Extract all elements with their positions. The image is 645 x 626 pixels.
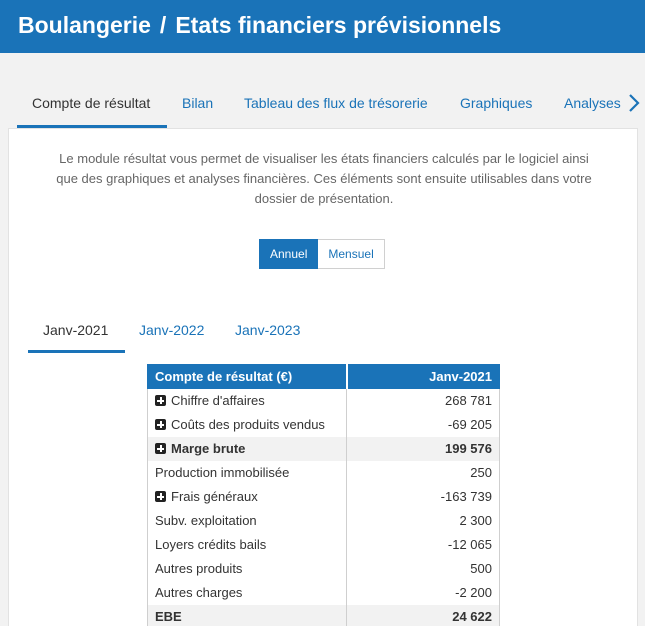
tab-compte-de-resultat[interactable]: Compte de résultat <box>32 95 151 111</box>
intro-text: Le module résultat vous permet de visualiser les états financiers calculés par le logiciel ainsi que des graphiques et analyses financières. Ces éléments sont ensuite utilisables dans votre dossier de présentation. <box>56 151 592 206</box>
expand-plus-icon[interactable] <box>155 395 166 406</box>
row-label-cell <box>148 485 347 509</box>
row-label: Frais généraux <box>171 489 258 504</box>
tab-year-2021[interactable]: Janv-2021 <box>43 322 109 338</box>
row-label-cell <box>148 413 347 437</box>
table-row <box>148 581 500 605</box>
annual-button[interactable]: Annuel <box>259 239 318 269</box>
title-separator: / <box>159 12 167 38</box>
row-label: Autres produits <box>155 561 243 576</box>
row-label-cell <box>148 437 347 461</box>
row-label: Production immobilisée <box>155 465 290 480</box>
table-row <box>148 605 500 626</box>
table-row[interactable] <box>148 437 500 461</box>
row-label-cell <box>148 581 347 605</box>
row-label: Coûts des produits vendus <box>171 417 325 432</box>
table-row[interactable] <box>148 389 500 413</box>
tab-bilan[interactable]: Bilan <box>182 95 214 111</box>
table-row[interactable] <box>148 413 500 437</box>
table-row <box>148 509 500 533</box>
active-year-indicator <box>28 350 125 353</box>
row-value: -2 200 <box>347 581 500 605</box>
tab-year-2023[interactable]: Janv-2023 <box>235 322 301 338</box>
tab-year-2022[interactable]: Janv-2022 <box>139 322 205 338</box>
row-value: 500 <box>347 557 500 581</box>
table-row[interactable] <box>148 485 500 509</box>
page-title <box>18 12 501 39</box>
table-row <box>148 533 500 557</box>
expand-plus-icon[interactable] <box>155 419 166 430</box>
table-row <box>148 557 500 581</box>
row-value: -12 065 <box>347 533 500 557</box>
content-panel <box>8 128 638 626</box>
row-label: Subv. exploitation <box>155 513 257 528</box>
row-label: Loyers crédits bails <box>155 537 267 552</box>
page-name: Etats financiers prévisionnels <box>175 12 502 38</box>
row-label-cell <box>148 461 347 485</box>
row-value: -163 739 <box>347 485 500 509</box>
column-header-period: Janv-2021 <box>347 365 500 389</box>
row-label-cell <box>148 557 347 581</box>
row-label: Autres charges <box>155 585 243 600</box>
column-header-label: Compte de résultat (€) <box>148 365 347 389</box>
company-name[interactable]: Boulangerie <box>18 12 151 38</box>
row-label-cell <box>148 533 347 557</box>
app-header <box>0 0 645 53</box>
row-value: 268 781 <box>347 389 500 413</box>
tab-tableau-des-flux[interactable]: Tableau des flux de trésorerie <box>244 95 428 111</box>
tab-graphiques[interactable]: Graphiques <box>460 95 533 111</box>
row-value: 199 576 <box>347 437 500 461</box>
row-label-cell <box>148 509 347 533</box>
row-label-cell <box>148 389 347 413</box>
income-statement-table <box>147 364 500 626</box>
row-label: Chiffre d'affaires <box>171 393 265 409</box>
row-value: 250 <box>347 461 500 485</box>
table-header-row <box>148 365 500 389</box>
main-tabs <box>0 85 645 128</box>
expand-plus-icon[interactable] <box>155 443 166 454</box>
chevron-right-icon[interactable] <box>625 90 643 116</box>
period-toggle <box>259 239 385 269</box>
monthly-button[interactable]: Mensuel <box>318 239 384 269</box>
expand-plus-icon[interactable] <box>155 491 166 502</box>
table-row <box>148 461 500 485</box>
row-value: 24 622 <box>347 605 500 626</box>
row-label-cell <box>148 605 347 626</box>
row-value: 2 300 <box>347 509 500 533</box>
row-label: EBE <box>155 609 182 624</box>
tab-analyses[interactable]: Analyses <box>564 95 621 111</box>
row-label: Marge brute <box>171 441 246 456</box>
row-value: -69 205 <box>347 413 500 437</box>
